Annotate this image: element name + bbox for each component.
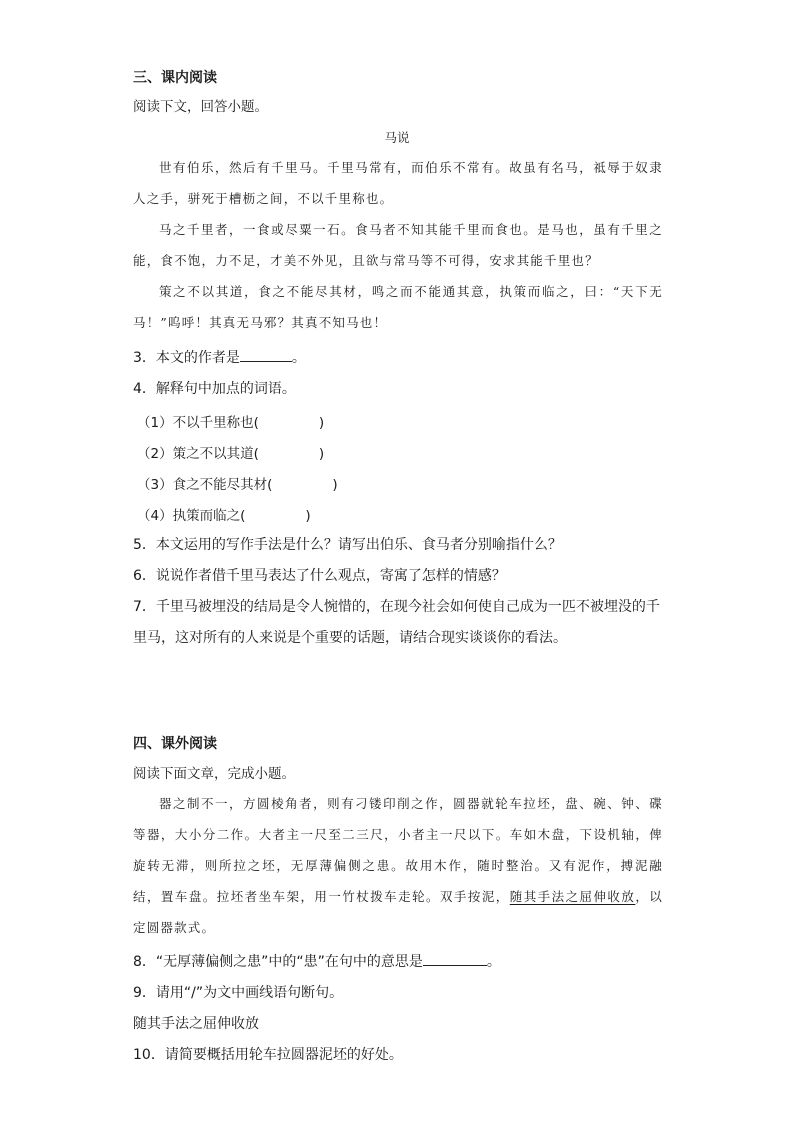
classical-passage-ma-shuo [133,152,663,338]
answer-blank[interactable] [423,953,487,966]
underlined-sentence: 随其手法之屈伸收放 [509,889,636,904]
question-4-item-3: （3）食之不能尽其材( ) [137,477,338,493]
section-3-heading: 三、课内阅读 [133,70,217,86]
passage-paragraph-3: 策之不以其道，食之不能尽其材，鸣之而不能通其意，执策而临之，曰：“天下无马！”呜呼！其真无马邪？其真不知马也！ [133,284,663,330]
question-4-item-2: （2）策之不以其道( ) [137,446,325,462]
extracurricular-passage [133,788,663,943]
passage-paragraph-1: 世有伯乐，然后有千里马。千里马常有，而伯乐不常有。故虽有名马，祗辱于奴隶人之手，骈死于槽枥之间，不以千里称也。 [133,160,663,206]
question-8 [133,952,663,972]
question-4: 4．解释句中加点的词语。 [133,381,296,397]
passage-title: 马说 [384,130,410,145]
section-4-instruction: 阅读下面文章，完成小题。 [133,766,295,782]
question-4-item-4: （4）执策而临之( ) [137,508,311,524]
passage-main-text: 器之制不一，方圆棱角者，则有刁镂印削之作，圆器就轮车拉坯，盘、碗、钟、碟等器，大小分二作。大者主一尺至二三尺，小者主一尺以下。车如木盘，下设机轴，俾旋转无滞，则所拉之坯，无厚薄偏侧之患。故用木作，随时整治。又有泥作，搏泥融结，置车盘。拉坯者坐车架，用一竹杖拨车走轮。双手按泥， [133,796,663,904]
question-7: 7．千里马被埋没的结局是令人惋惜的，在现今社会如何使自己成为一匹不被埋没的千里马，这对所有的人来说是个重要的话题，请结合现实谈谈你的看法。 [133,599,660,646]
question-3-end: 。 [291,350,306,366]
answer-blank[interactable] [240,349,292,362]
passage-end-text: ，以定圆器款式。 [133,889,663,935]
question-9-sentence: 随其手法之屈伸收放 [133,1016,259,1032]
question-3-text: 3．本文的作者是 [133,350,240,366]
question-9: 9．请用“/”为文中画线语句断句。 [133,985,344,1001]
section-3-instruction: 阅读下文，回答小题。 [133,99,268,115]
question-3 [133,348,663,368]
question-6: 6．说说作者借千里马表达了什么观点，寄寓了怎样的情感？ [133,568,506,584]
passage-paragraph-2: 马之千里者，一食或尽粟一石。食马者不知其能千里而食也。是马也，虽有千里之能，食不饱，力不足，才美不外见，且欲与常马等不可得，安求其能千里也？ [133,222,663,268]
question-4-item-1: （1）不以千里称也( ) [137,415,325,431]
question-5: 5．本文运用的写作手法是什么？请写出伯乐、食马者分别喻指什么？ [133,537,562,553]
passage-paragraph-main [133,788,663,943]
question-10: 10．请简要概括用轮车拉圆器泥坯的好处。 [133,1047,403,1063]
question-8-end: 。 [486,954,501,970]
question-8-text: 8．“无厚薄偏侧之患”中的“患”在句中的意思是 [133,954,423,970]
section-4-heading: 四、课外阅读 [133,736,217,752]
